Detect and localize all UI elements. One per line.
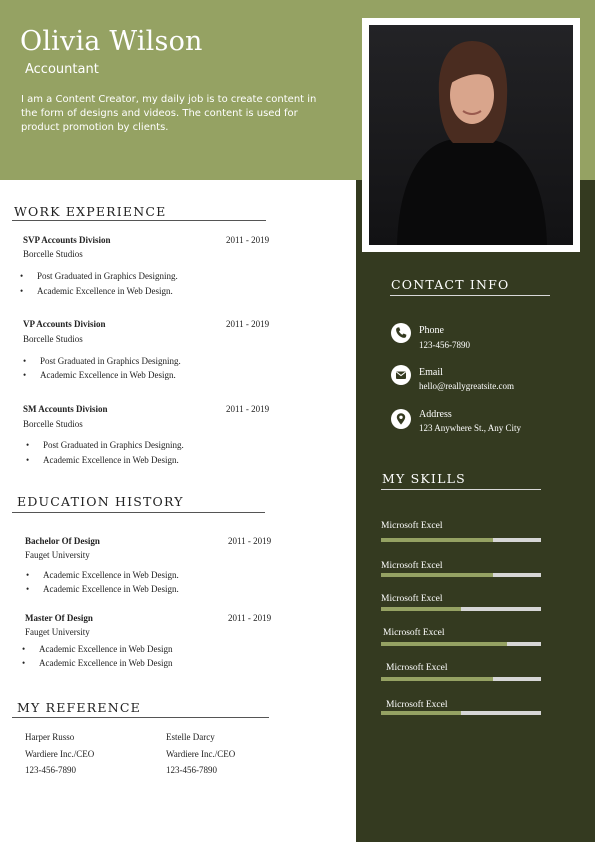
email-icon	[391, 365, 411, 385]
work-experience-divider	[12, 220, 266, 221]
skill-3-fill	[381, 607, 461, 611]
profile-photo-frame	[362, 18, 580, 252]
education-entry-1-org: Fauget University	[25, 550, 90, 560]
skill-6-fill	[381, 711, 461, 715]
reference-title: MY REFERENCE	[17, 700, 141, 715]
skill-5-bar	[381, 677, 541, 681]
work-entry-2-date: 2011 - 2019	[226, 319, 270, 329]
contact-email-label: Email	[419, 367, 443, 378]
reference-2-name: Estelle Darcy	[166, 732, 215, 742]
skill-4-fill	[381, 642, 507, 646]
education-entry-2-date: 2011 - 2019	[228, 613, 272, 623]
work-entry-1-org: Borcelle Studios	[23, 249, 83, 259]
contact-email-value: hello@reallygreatsite.com	[419, 381, 515, 391]
profile-summary: I am a Content Creator, my daily job is to create content in the form of designs and videos. The content is used for product promotion by clients.	[21, 94, 317, 133]
contact-info-divider	[390, 295, 550, 296]
work-entry-3-org: Borcelle Studios	[23, 419, 83, 429]
skill-2-bar	[381, 573, 541, 577]
reference-2-phone: 123-456-7890	[166, 765, 217, 775]
work-entry-2-title: VP Accounts Division	[23, 319, 106, 329]
skill-5-fill	[381, 677, 493, 681]
skills-title: MY SKILLS	[382, 471, 466, 486]
phone-icon	[391, 323, 411, 343]
skill-2-label: Microsoft Excel	[381, 561, 443, 571]
skills-divider	[381, 489, 541, 490]
skill-4-label: Microsoft Excel	[383, 628, 445, 638]
education-entry-2-org: Fauget University	[25, 627, 90, 637]
skill-5-label: Microsoft Excel	[386, 663, 448, 673]
contact-phone-label: Phone	[419, 325, 444, 336]
contact-address-value: 123 Anywhere St., Any City	[419, 423, 522, 433]
reference-1-name: Harper Russo	[25, 732, 75, 742]
skill-1-fill	[381, 538, 493, 542]
reference-person-1	[25, 729, 94, 779]
work-experience-title: WORK EXPERIENCE	[14, 204, 167, 219]
skill-6-bar	[381, 711, 541, 715]
skill-4-bar	[381, 642, 541, 646]
skill-3-label: Microsoft Excel	[381, 594, 443, 604]
reference-1-company: Wardiere Inc./CEO	[25, 748, 95, 759]
education-entry-2-title: Master Of Design	[25, 613, 93, 623]
reference-2-company: Wardiere Inc./CEO	[166, 748, 236, 759]
skill-6-label: Microsoft Excel	[386, 700, 448, 710]
work-entry-3-date: 2011 - 2019	[226, 404, 270, 414]
work-entry-2-org: Borcelle Studios	[23, 334, 83, 344]
skill-1-bar	[381, 538, 541, 542]
work-entry-1-title: SVP Accounts Division	[23, 235, 111, 245]
work-entry-1-date: 2011 - 2019	[226, 235, 270, 245]
profile-photo	[369, 25, 573, 245]
reference-person-2	[166, 729, 235, 779]
education-entry-1-title: Bachelor Of Design	[25, 536, 100, 546]
skill-1-label: Microsoft Excel	[381, 521, 443, 531]
reference-1-phone: 123-456-7890	[25, 765, 76, 775]
skill-2-fill	[381, 573, 493, 577]
skill-3-bar	[381, 607, 541, 611]
reference-divider	[12, 717, 269, 718]
education-entry-1-date: 2011 - 2019	[228, 536, 272, 546]
education-history-title: EDUCATION HISTORY	[17, 494, 184, 509]
location-pin-icon	[391, 409, 411, 429]
candidate-name: Olivia Wilson	[20, 26, 203, 57]
work-entry-3-title: SM Accounts Division	[23, 404, 108, 414]
contact-phone-value: 123-456-7890	[419, 340, 470, 350]
contact-address-label: Address	[419, 409, 452, 420]
education-history-divider	[12, 512, 265, 513]
contact-info-title: CONTACT INFO	[391, 277, 510, 292]
candidate-role: Accountant	[25, 62, 99, 77]
